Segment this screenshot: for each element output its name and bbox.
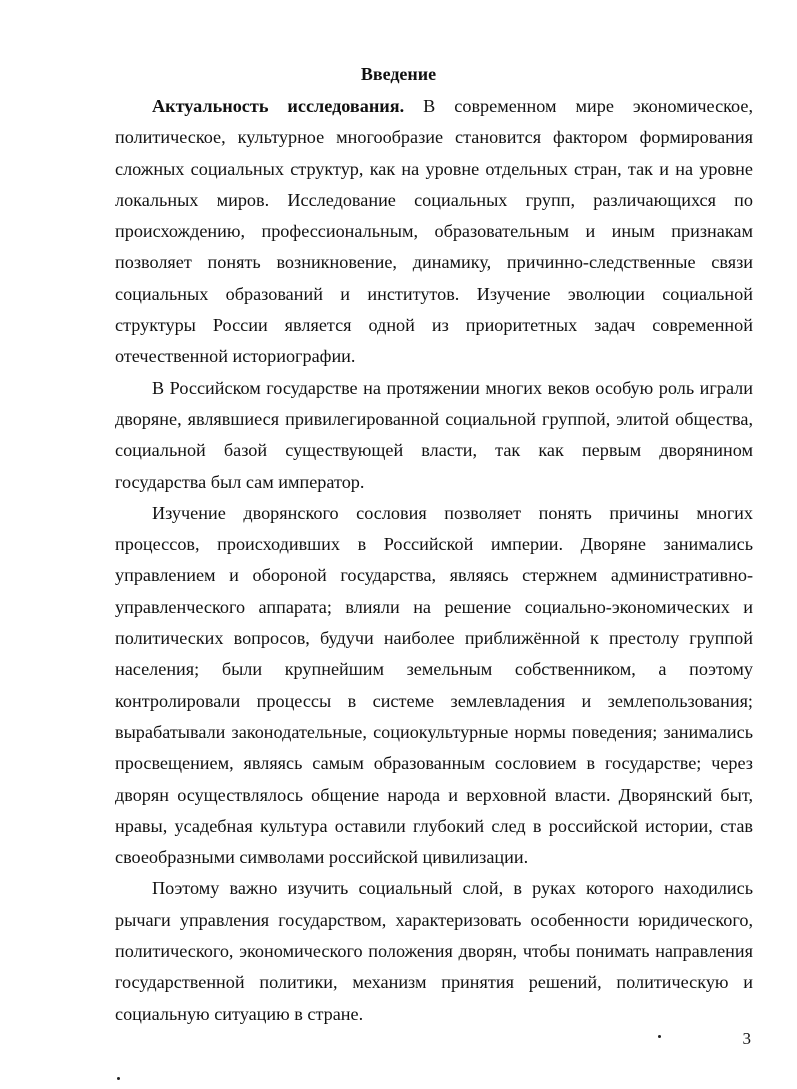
paragraph-text: В современном мире экономическое, политическое, культурное многообразие становится фактором формирования сложных социальных структур, как на уровне отдельных стран, так и на уровне локальных миров. Исследование социальных групп, различающихся по происхождению, профессиональным, образовательным и иным признакам позволяет понять возникновение, динамику, причинно-следственные связи социальных образований и институтов. Изучение эволюции социальной структуры России является одной из приоритетных задач современной отечественной историографии.: [115, 96, 753, 367]
paragraph-lead: Актуальность исследования.: [152, 96, 405, 116]
paragraph-nobility-study: Изучение дворянского сословия позволяет понять причины многих процессов, происходивших в Российской империи. Дворяне занимались управлением и обороной государства, являясь стержнем административно-управленческого аппарата; влияли на решение социально-экономических и политических вопросов, будучи наиболее приближённой к престолу группой населения; были крупнейшим земельным собственником, а поэтому контролировали процессы в системе землевладения и землепользования; вырабатывали законодательные, социокультурные нормы поведения; занимались просвещением, являясь самым образованным сословием в государстве; через дворян осуществлялось общение народа и верховной власти. Дворянский быт, нравы, усадебная культура оставили глубокий след в российской истории, став своеобразными символами российской цивилизации.: [115, 502, 753, 868]
paragraph-nobility-role: В Российском государстве на протяжении многих веков особую роль играли дворяне, являвшиеся привилегированной социальной группой, элитой общества, социальной базой существующей власти, так как первым дворянином государства был сам император.: [115, 377, 753, 492]
paragraph-relevance: [115, 91, 753, 373]
paragraph-conclusion: Поэтому важно изучить социальный слой, в руках которого находились рычаги управления государством, характеризовать особенности юридического, политического, экономического положения дворян, чтобы понимать направления государственной политики, механизм принятия решений, политическую и социальную ситуацию в стране.: [115, 878, 753, 1024]
body-text: [115, 91, 753, 1030]
page-number: 3: [742, 1029, 751, 1048]
page-title: Введение: [360, 64, 437, 84]
scan-speck: [117, 1077, 120, 1080]
scan-speck: [658, 1035, 661, 1038]
